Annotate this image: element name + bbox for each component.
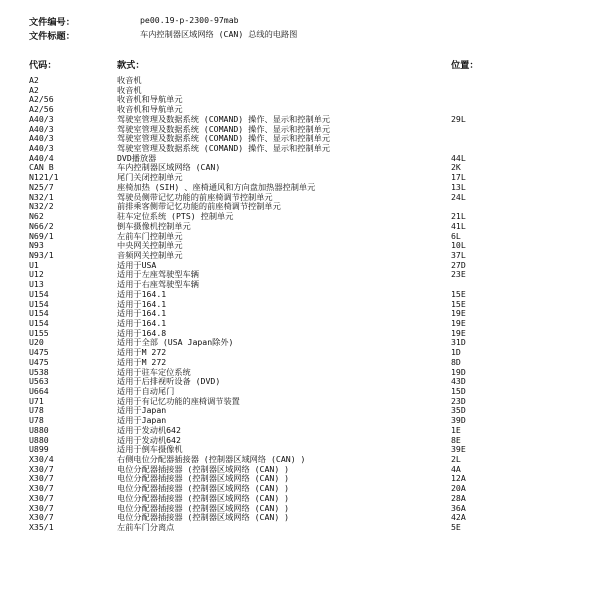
row-position: 15E [451,298,466,309]
row-code: U475 [29,347,49,358]
table-row [0,86,600,96]
table-row [0,290,600,300]
row-position: 43D [451,376,466,387]
doc-number-label: 文件编号： [29,17,75,28]
row-position: 8E [451,434,461,445]
row-position: 6L [451,230,461,241]
row-code: U12 [29,269,44,280]
table-row [0,436,600,446]
row-position: 1D [451,347,461,358]
row-model: 适用于164.1 [117,317,167,328]
row-code: U880 [29,424,49,435]
row-code: U475 [29,356,49,367]
table-row [0,309,600,319]
row-model: 驾驶室管理及数据系统 (COMAND) 操作、显示和控制单元 [117,123,331,134]
row-model: 驾驶室管理及数据系统 (COMAND) 操作、显示和控制单元 [117,143,331,154]
row-code: X30/7 [29,492,54,503]
table-row [0,212,600,222]
row-model: 收音机 [117,75,142,85]
table-row [0,251,600,261]
table-row [0,455,600,465]
row-code: A2 [29,84,39,95]
row-position: 39D [451,415,466,426]
row-code: N66/2 [29,220,54,231]
table-row [0,329,600,339]
row-model: 适用于USA [117,259,157,270]
row-model: 适用于Japan [117,415,167,426]
row-code: N93 [29,240,44,251]
row-position: 19E [451,317,466,328]
row-position: 2L [451,454,461,465]
table-row [0,261,600,271]
row-model: 右侧电位分配器插接器 (控制器区域网络 (CAN) ) [117,454,306,465]
row-model: 驾驶室管理及数据系统 (COMAND) 操作、显示和控制单元 [117,133,331,144]
row-position: 20A [451,483,466,494]
row-code: U20 [29,337,44,348]
row-model: 左前车门分离点 [117,522,175,533]
row-code: N62 [29,211,44,222]
row-model: 适用于发动机642 [117,434,181,445]
row-position: 13L [451,181,466,192]
row-model: 适用于M 272 [117,356,167,367]
row-code: N32/2 [29,201,54,212]
row-code: A2 [29,75,39,85]
table-row [0,368,600,378]
row-model: 电位分配器插接器 (控制器区域网络 (CAN) ) [117,512,290,523]
table-row [0,270,600,280]
row-model: 收音机 [117,84,142,95]
row-position: 42A [451,512,466,523]
table-row [0,222,600,232]
row-model: 收音机和导航单元 [117,104,183,115]
row-model: 适用于有记忆功能的座椅调节装置 [117,395,240,406]
row-position: 35D [451,405,466,416]
row-position: 5E [451,522,461,533]
row-position: 8D [451,356,461,367]
row-model: 适用于全部 (USA Japan除外) [117,337,234,348]
row-model: 座椅加热 (SIH) 、座椅通风和方向盘加热器控制单元 [117,181,316,192]
row-position: 37L [451,249,466,260]
row-model: 适用于164.1 [117,308,167,319]
row-position: 39E [451,444,466,455]
table-row [0,241,600,251]
table-row [0,319,600,329]
row-code: A2/56 [29,104,54,115]
row-code: X30/7 [29,463,54,474]
row-code: X30/7 [29,512,54,523]
row-position: 12A [451,473,466,484]
table-row [0,95,600,105]
table-row [0,387,600,397]
row-model: 收音机和导航单元 [117,94,183,105]
table-row [0,154,600,164]
row-model: 适用于右座驾驶型车辆 [117,279,199,290]
table-row [0,358,600,368]
table-row [0,183,600,193]
row-model: 音频网关控制单元 [117,249,183,260]
row-position: 1E [451,424,461,435]
table-row [0,300,600,310]
table-row [0,494,600,504]
row-code: A40/4 [29,152,54,163]
row-model: 适用于Japan [117,405,167,416]
table-row [0,76,600,86]
column-header-model: 款式： [117,60,145,71]
row-model: 前排乘客侧带记忆功能的前座椅调节控制单元 [117,201,281,212]
row-position: 19E [451,308,466,319]
doc-title-value: 车内控制器区域网络 (CAN) 总线的电路图 [140,29,298,39]
doc-title-label: 文件标题： [29,31,75,42]
row-position: 44L [451,152,466,163]
table-row [0,232,600,242]
row-code: U154 [29,298,49,309]
row-position: 17L [451,172,466,183]
table-row [0,144,600,154]
row-position: 23D [451,395,466,406]
row-code: U880 [29,434,49,445]
row-code: U538 [29,366,49,377]
row-model: 车内控制器区域网络 (CAN) [117,162,221,173]
row-code: U1 [29,259,39,270]
row-model: 适用于发动机642 [117,424,181,435]
doc-number-value: pe00.19-p-2300-97mab [140,15,239,25]
row-model: 适用于164.1 [117,288,167,299]
row-model: 中央网关控制单元 [117,240,183,251]
table-row [0,202,600,212]
table-row [0,348,600,358]
row-position: 23E [451,269,466,280]
row-code: U664 [29,386,49,396]
row-code: CAN B [29,162,54,173]
row-code: U155 [29,327,49,338]
table-row [0,523,600,533]
row-code: A40/3 [29,143,54,154]
row-model: 驻车定位系统 (PTS) 控制单元 [117,211,234,222]
table-row [0,416,600,426]
row-position: 21L [451,211,466,222]
row-model: 驾驶员侧带记忆功能的前座椅调节控制单元 [117,191,273,202]
row-position: 31D [451,337,466,348]
row-model: 电位分配器插接器 (控制器区域网络 (CAN) ) [117,463,290,474]
row-position: 2K [451,162,461,173]
row-code: X30/4 [29,454,54,465]
row-position: 15E [451,288,466,299]
row-model: 适用于M 272 [117,347,167,358]
row-model: DVD播放器 [117,152,157,163]
table-row [0,280,600,290]
row-position: 36A [451,502,466,513]
row-code: A40/3 [29,133,54,144]
row-position: 24L [451,191,466,202]
row-model: 电位分配器插接器 (控制器区域网络 (CAN) ) [117,483,290,494]
table-row [0,504,600,514]
row-code: U78 [29,405,44,416]
table-row [0,193,600,203]
row-model: 适用于左座驾驶型车辆 [117,269,199,280]
row-code: A40/3 [29,123,54,134]
row-code: X35/1 [29,522,54,533]
component-table [0,76,600,533]
row-code: U899 [29,444,49,455]
row-code: X30/7 [29,473,54,484]
table-row [0,406,600,416]
row-position: 19D [451,366,466,377]
row-code: N25/7 [29,181,54,192]
row-code: U154 [29,308,49,319]
row-code: N93/1 [29,249,54,260]
row-position: 28A [451,492,466,503]
table-row [0,513,600,523]
row-model: 左前车门控制单元 [117,230,183,241]
row-position: 41L [451,220,466,231]
row-model: 适用于164.1 [117,298,167,309]
table-row [0,484,600,494]
row-model: 电位分配器插接器 (控制器区域网络 (CAN) ) [117,473,290,484]
row-model: 适用于自动尾门 [117,386,175,396]
row-model: 电位分配器插接器 (控制器区域网络 (CAN) ) [117,502,290,513]
row-model: 尾门关闭控制单元 [117,172,183,183]
row-code: X30/7 [29,502,54,513]
row-model: 电位分配器插接器 (控制器区域网络 (CAN) ) [117,492,290,503]
row-position: 10L [451,240,466,251]
row-model: 适用于164.8 [117,327,167,338]
table-row [0,377,600,387]
table-row [0,338,600,348]
row-position: 19E [451,327,466,338]
row-position: 27D [451,259,466,270]
row-code: N121/1 [29,172,59,183]
row-model: 适用于倒车摄像机 [117,444,183,455]
table-row [0,465,600,475]
row-code: N69/1 [29,230,54,241]
row-code: U71 [29,395,44,406]
row-code: A40/3 [29,113,54,124]
table-row [0,474,600,484]
row-code: A2/56 [29,94,54,105]
row-code: U78 [29,415,44,426]
row-code: U154 [29,317,49,328]
row-code: U13 [29,279,44,290]
row-position: 15D [451,386,466,396]
row-code: U563 [29,376,49,387]
table-row [0,426,600,436]
column-header-position: 位置： [451,60,479,71]
row-position: 4A [451,463,461,474]
table-row [0,397,600,407]
row-code: X30/7 [29,483,54,494]
row-model: 适用于后排视听设备 (DVD) [117,376,221,387]
column-header-code: 代码： [29,60,57,71]
row-model: 倒车摄像机控制单元 [117,220,191,231]
row-position: 29L [451,113,466,124]
row-code: U154 [29,288,49,299]
row-model: 驾驶室管理及数据系统 (COMAND) 操作、显示和控制单元 [117,113,331,124]
row-code: N32/1 [29,191,54,202]
table-row [0,163,600,173]
row-model: 适用于驻车定位系统 [117,366,191,377]
